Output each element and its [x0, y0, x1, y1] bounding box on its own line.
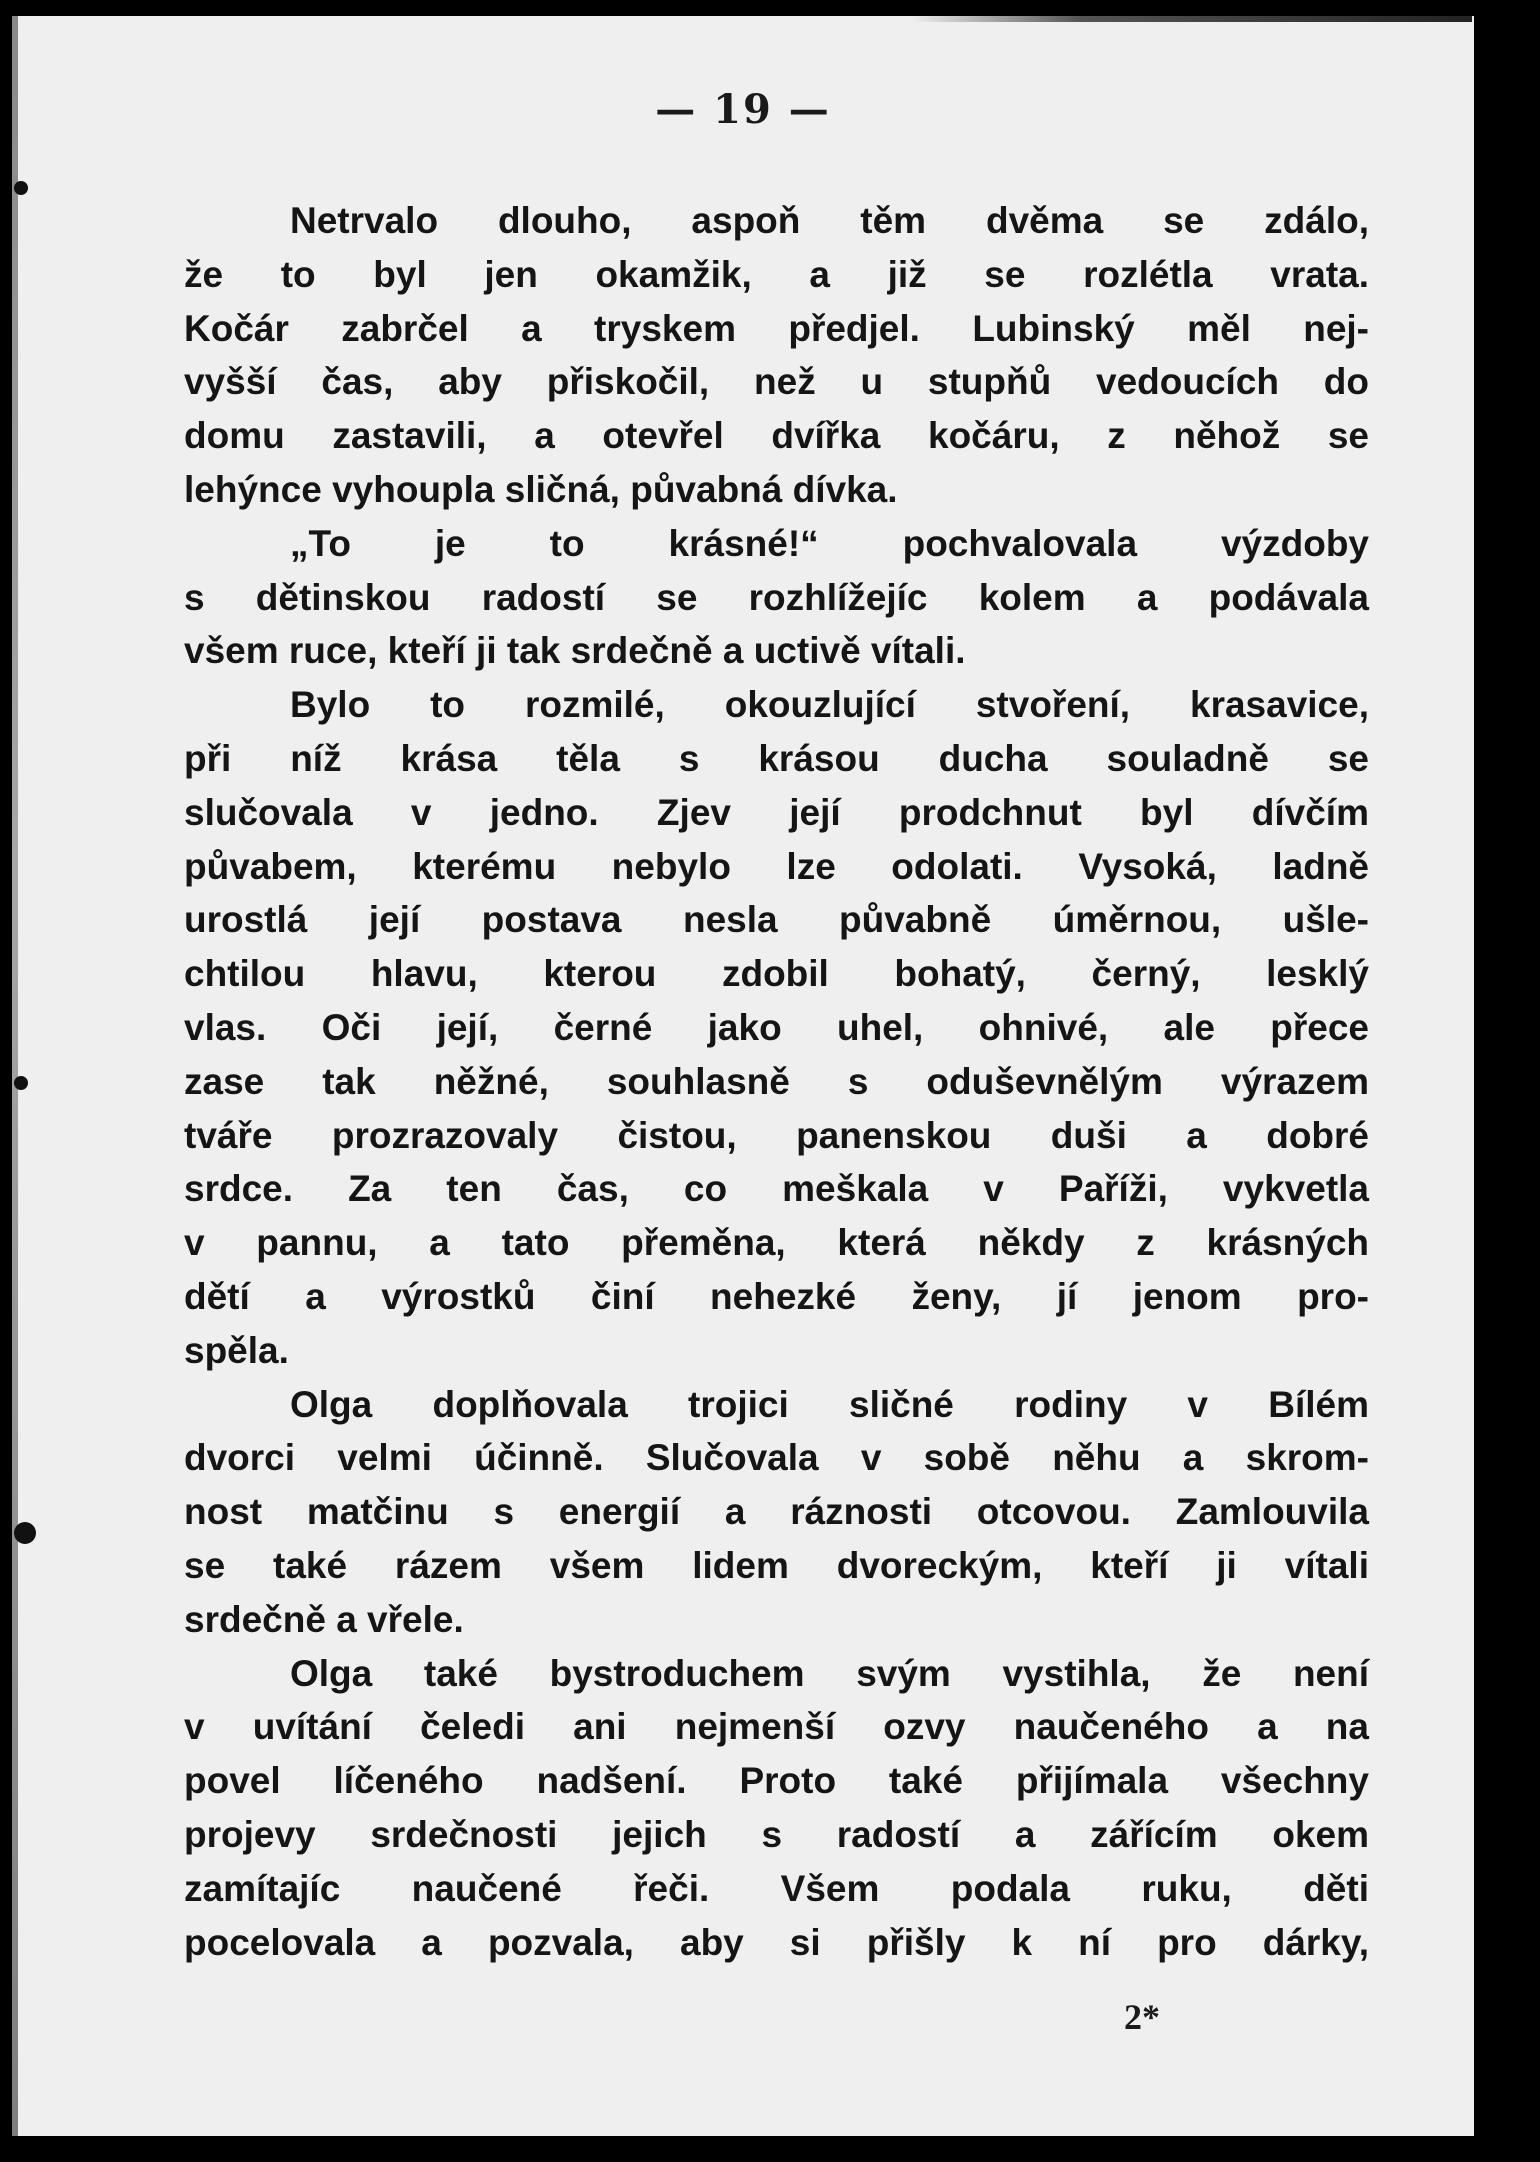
text-line: v pannu, a tato přeměna, která někdy z krásných — [184, 1222, 1369, 1264]
text-line: Olga doplňovala trojici sličné rodiny v Bílém — [290, 1383, 1369, 1425]
book-page — [12, 16, 1474, 2136]
text-line: projevy srdečnosti jejich s radostí a zářícím okem — [184, 1813, 1369, 1855]
text-line: Bylo to rozmilé, okouzlující stvoření, krasavice, — [290, 684, 1369, 726]
signature-mark: 2* — [1124, 1997, 1160, 2037]
text-line: s dětinskou radostí se rozhlížejíc kolem a podávala — [184, 576, 1369, 618]
text-line: zamítajíc naučené řeči. Všem podala ruku, děti — [184, 1867, 1369, 1909]
text-line: všem ruce, kteří ji tak srdečně a uctivě vítali. — [184, 630, 966, 672]
text-line: pocelovala a pozvala, aby si přišly k ní pro dárky, — [184, 1921, 1369, 1963]
text-line: vlas. Oči její, černé jako uhel, ohnivé, ale přece — [184, 1006, 1369, 1048]
text-line: Kočár zabrčel a tryskem předjel. Lubinský měl nej- — [184, 307, 1369, 349]
text-line: chtilou hlavu, kterou zdobil bohatý, černý, lesklý — [184, 953, 1369, 995]
text-line: že to byl jen okamžik, a již se rozlétla vrata. — [184, 253, 1369, 295]
text-line: domu zastavili, a otevřel dvířka kočáru, z něhož se — [184, 415, 1369, 457]
text-line: zase tak něžné, souhlasně s oduševnělým výrazem — [184, 1060, 1369, 1102]
text-line: vyšší čas, aby přiskočil, než u stupňů vedoucích do — [184, 361, 1369, 403]
text-line: při níž krása těla s krásou ducha souladně se — [184, 737, 1369, 779]
text-line: povel líčeného nadšení. Proto také přijímala všechny — [184, 1760, 1369, 1802]
text-line: srdečně a vřele. — [184, 1598, 464, 1640]
body-text — [184, 194, 1369, 1969]
text-line: lehýnce vyhoupla sličná, půvabná dívka. — [184, 468, 898, 510]
text-line: spěla. — [184, 1329, 289, 1371]
text-line: tváře prozrazovaly čistou, panenskou duši a dobré — [184, 1114, 1369, 1156]
text-line: půvabem, kterému nebylo lze odolati. Vysoká, ladně — [184, 845, 1369, 887]
text-line: srdce. Za ten čas, co meškala v Paříži, vykvetla — [184, 1168, 1369, 1210]
scan-speck — [14, 1076, 28, 1090]
text-line: nost matčinu s energií a ráznosti otcovou. Zamlouvila — [184, 1491, 1369, 1533]
text-line: dětí a výrostků činí nehezké ženy, jí jenom pro- — [184, 1275, 1369, 1317]
text-line: se také rázem všem lidem dvoreckým, kteří ji vítali — [184, 1544, 1369, 1586]
text-line: slučovala v jedno. Zjev její prodchnut byl dívčím — [184, 791, 1369, 833]
scan-speck — [14, 1522, 36, 1544]
scan-speck — [14, 181, 28, 195]
text-line: Olga také bystroduchem svým vystihla, že není — [290, 1652, 1369, 1694]
text-line: v uvítání čeledi ani nejmenší ozvy naučeného a na — [184, 1706, 1369, 1748]
text-line: Netrvalo dlouho, aspoň těm dvěma se zdálo, — [290, 200, 1369, 241]
text-line: urostlá její postava nesla půvabně úměrnou, ušle- — [184, 899, 1369, 941]
page-number: — 19 — — [655, 86, 831, 133]
text-line: dvorci velmi účinně. Slučovala v sobě něhu a skrom- — [184, 1437, 1369, 1479]
text-line: „To je to krásné!“ pochvalovala výzdoby — [290, 522, 1369, 564]
top-edge-shadow — [912, 16, 1472, 22]
